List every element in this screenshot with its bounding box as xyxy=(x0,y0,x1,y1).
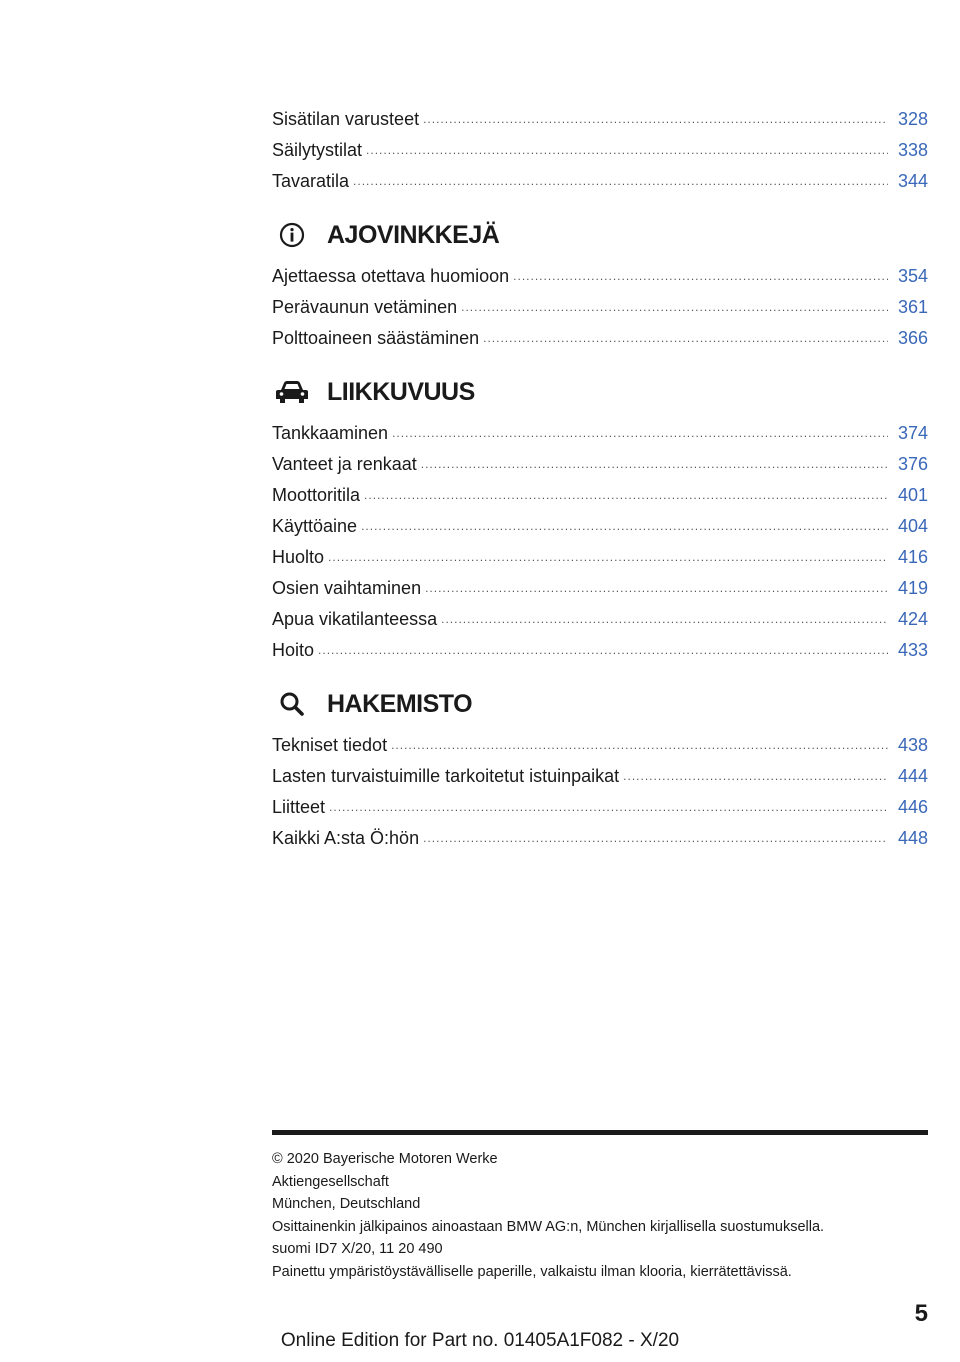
imprint-line: suomi ID7 X/20, 11 20 490 xyxy=(272,1241,443,1258)
toc-entry-label: Polttoaineen säästäminen xyxy=(272,328,480,348)
toc-entry[interactable] xyxy=(272,823,928,854)
toc-page-link[interactable]: 448 xyxy=(897,828,928,848)
toc-entry[interactable] xyxy=(272,104,928,135)
dot-leader xyxy=(461,292,888,323)
toc-entry[interactable] xyxy=(272,635,928,666)
dot-leader xyxy=(329,792,888,823)
toc-entry-label: Vanteet ja renkaat xyxy=(272,454,417,474)
dot-leader xyxy=(423,823,888,854)
toc-entry-label: Moottoritila xyxy=(272,485,361,505)
toc-entry[interactable] xyxy=(272,480,928,511)
dot-leader xyxy=(425,573,888,604)
section-heading xyxy=(272,217,928,253)
toc-entry[interactable] xyxy=(272,135,928,166)
section-title: HAKEMISTO xyxy=(327,689,473,718)
toc-entry[interactable] xyxy=(272,542,928,573)
toc-entry-label: Käyttöaine xyxy=(272,516,358,536)
toc-entry[interactable] xyxy=(272,604,928,635)
toc-page-link[interactable]: 354 xyxy=(897,266,928,286)
imprint-line: Painettu ympäristöystävälliselle paperille, valkaistu ilman klooria, kierrätettävissä. xyxy=(272,1263,792,1280)
toc-entry-label: Lasten turvaistuimille tarkoitetut istuinpaikat xyxy=(272,766,620,786)
toc-entry[interactable] xyxy=(272,511,928,542)
toc-entry-label: Kaikki A:sta Ö:hön xyxy=(272,828,420,848)
dot-leader xyxy=(441,604,888,635)
toc-section-mobility xyxy=(272,374,928,666)
toc-entry-label: Ajettaessa otettava huomioon xyxy=(272,266,510,286)
toc-top-entries xyxy=(272,104,928,197)
toc-entry-label: Tavaratila xyxy=(272,171,350,191)
toc-page-link[interactable]: 401 xyxy=(897,485,928,505)
section-heading xyxy=(272,374,928,410)
search-icon xyxy=(274,686,310,722)
toc-entry-label: Osien vaihtaminen xyxy=(272,578,422,598)
imprint-block xyxy=(272,1148,932,1284)
imprint-line: Aktiengesellschaft xyxy=(272,1173,389,1190)
page-number: 5 xyxy=(914,1300,928,1327)
toc-page-link[interactable]: 419 xyxy=(897,578,928,598)
imprint-line: München, Deutschland xyxy=(272,1196,421,1213)
toc-entry-label: Liitteet xyxy=(272,797,326,817)
dot-leader xyxy=(361,511,888,542)
toc-page-link[interactable]: 361 xyxy=(897,297,928,317)
toc-page-link[interactable]: 444 xyxy=(897,766,928,786)
toc-page-link[interactable]: 433 xyxy=(897,640,928,660)
toc-entry[interactable] xyxy=(272,292,928,323)
toc-entry[interactable] xyxy=(272,261,928,292)
dot-leader xyxy=(391,730,888,761)
toc-entry[interactable] xyxy=(272,418,928,449)
toc-entry[interactable] xyxy=(272,792,928,823)
toc-page-link[interactable]: 404 xyxy=(897,516,928,536)
dot-leader xyxy=(421,449,888,480)
section-title: LIIKKUVUUS xyxy=(327,377,475,406)
toc-entry[interactable] xyxy=(272,761,928,792)
imprint-line: © 2020 Bayerische Motoren Werke xyxy=(272,1151,498,1167)
toc-page-link[interactable]: 446 xyxy=(897,797,928,817)
section-title: AJOVINKKEJÄ xyxy=(327,220,500,249)
toc-entry-label: Säilytystilat xyxy=(272,140,363,160)
online-edition-footer: Online Edition for Part no. 01405A1F082 - X/20 xyxy=(280,1330,680,1351)
toc-entry[interactable] xyxy=(272,166,928,197)
toc-entry[interactable] xyxy=(272,573,928,604)
toc-entry[interactable] xyxy=(272,449,928,480)
toc-entry-label: Huolto xyxy=(272,547,325,567)
toc-entry[interactable] xyxy=(272,730,928,761)
toc-page-link[interactable]: 424 xyxy=(897,609,928,629)
toc-entry-label: Tankkaaminen xyxy=(272,423,389,443)
toc-page-link[interactable]: 328 xyxy=(897,109,928,129)
toc-entry-label: Tekniset tiedot xyxy=(272,735,388,755)
dot-leader xyxy=(623,761,888,792)
table-of-contents xyxy=(272,104,928,854)
dot-leader xyxy=(392,418,888,449)
imprint-divider xyxy=(272,1130,928,1135)
toc-entry-label: Perävaunun vetäminen xyxy=(272,297,458,317)
dot-leader xyxy=(353,166,888,197)
dot-leader xyxy=(483,323,888,354)
toc-entry[interactable] xyxy=(272,323,928,354)
dot-leader xyxy=(423,104,888,135)
toc-page-link[interactable]: 366 xyxy=(897,328,928,348)
toc-page-link[interactable]: 376 xyxy=(897,454,928,474)
toc-section-driving-tips xyxy=(272,217,928,354)
dot-leader xyxy=(513,261,888,292)
toc-page-link[interactable]: 344 xyxy=(897,171,928,191)
info-icon xyxy=(274,217,310,253)
car-icon xyxy=(274,374,310,410)
dot-leader xyxy=(318,635,888,666)
toc-entry-label: Hoito xyxy=(272,640,315,660)
dot-leader xyxy=(328,542,888,573)
dot-leader xyxy=(366,135,888,166)
toc-page-link[interactable]: 438 xyxy=(897,735,928,755)
toc-page-link[interactable]: 374 xyxy=(897,423,928,443)
imprint-line: Osittainenkin jälkipainos ainoastaan BMW AG:n, München kirjallisella suostumuksella. xyxy=(272,1218,825,1235)
toc-entry-label: Sisätilan varusteet xyxy=(272,109,420,129)
toc-section-index xyxy=(272,686,928,854)
toc-entry-label: Apua vikatilanteessa xyxy=(272,609,438,629)
section-heading xyxy=(272,686,928,722)
dot-leader xyxy=(364,480,888,511)
toc-page-link[interactable]: 416 xyxy=(897,547,928,567)
toc-page-link[interactable]: 338 xyxy=(897,140,928,160)
